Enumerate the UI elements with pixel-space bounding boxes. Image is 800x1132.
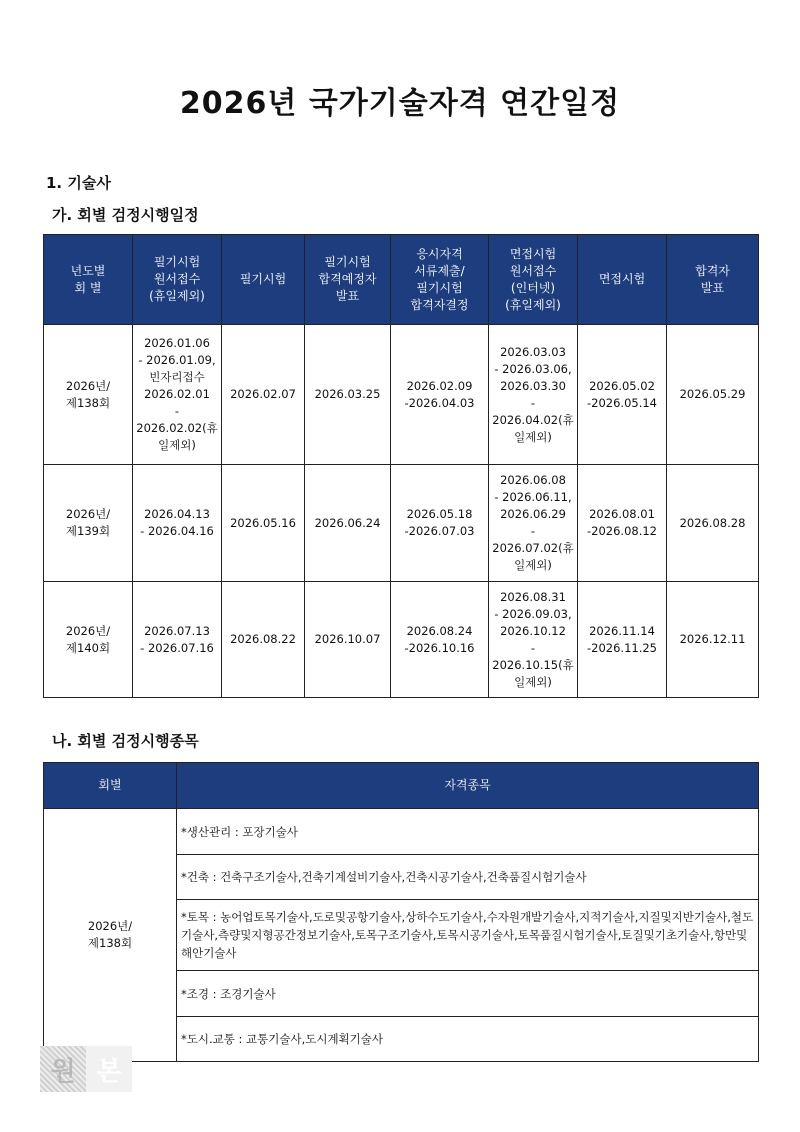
cell-written-application: 2026.07.13 - 2026.07.16 (133, 582, 222, 698)
cell-round: 2026년/ 제139회 (44, 465, 133, 582)
list-item: *건축 : 건축구조기술사,건축기계설비기술사,건축시공기술사,건축품질시험기술사 (177, 855, 759, 900)
cell-written-result: 2026.10.07 (305, 582, 391, 698)
cell-written-exam: 2026.08.22 (222, 582, 305, 698)
cell-final-result: 2026.05.29 (667, 325, 759, 465)
exam-items-table (43, 762, 759, 1062)
cell-interview-exam: 2026.05.02 -2026.05.14 (578, 325, 667, 465)
cell-document-submission: 2026.02.09 -2026.04.03 (391, 325, 489, 465)
cell-document-submission: 2026.05.18 -2026.07.03 (391, 465, 489, 582)
cell-document-submission: 2026.08.24 -2026.10.16 (391, 582, 489, 698)
header-round: 년도별 회 별 (44, 235, 133, 325)
cell-interview-application: 2026.03.03 - 2026.03.06, 2026.03.30 - 2026.04.02(휴 일제외) (489, 325, 578, 465)
header-interview-application: 면접시험 원서접수 (인터넷) (휴일제외) (489, 235, 578, 325)
list-item: *도시.교통 : 교통기술사,도시계획기술사 (177, 1017, 759, 1062)
schedule-header-row (44, 235, 759, 325)
header-written-result: 필기시험 합격예정자 발표 (305, 235, 391, 325)
cell-round: 2026년/ 제138회 (44, 809, 177, 1062)
cell-round: 2026년/ 제140회 (44, 582, 133, 698)
cell-written-application: 2026.01.06 - 2026.01.09, 빈자리접수 2026.02.01 - 2026.02.02(휴 일제외) (133, 325, 222, 465)
header-round: 회별 (44, 763, 177, 809)
table-row (44, 809, 759, 855)
cell-written-application: 2026.04.13 - 2026.04.16 (133, 465, 222, 582)
cell-written-exam: 2026.02.07 (222, 325, 305, 465)
cell-round: 2026년/ 제138회 (44, 325, 133, 465)
cell-final-result: 2026.08.28 (667, 465, 759, 582)
header-written-exam: 필기시험 (222, 235, 305, 325)
table-row (44, 582, 759, 698)
header-interview-exam: 면접시험 (578, 235, 667, 325)
schedule-table (43, 234, 759, 698)
header-qualification-items: 자격종목 (177, 763, 759, 809)
subsection-heading-items: 나. 회별 검정시행종목 (52, 732, 199, 750)
cell-interview-exam: 2026.08.01 -2026.08.12 (578, 465, 667, 582)
cell-written-exam: 2026.05.16 (222, 465, 305, 582)
section-heading: 1. 기술사 (46, 174, 111, 192)
list-item: *토목 : 농어업토목기술사,도로및공항기술사,상하수도기술사,수자원개발기술사,지적기술사,지질및지반기술사,철도기술사,측량및지형공간정보기술사,토목구조기술사,토목시공기술사,토목품질시험기술사,토질및기초기술사,항만및해안기술사 (177, 900, 759, 971)
header-written-application: 필기시험 원서접수 (휴일제외) (133, 235, 222, 325)
header-document-submission: 응시자격 서류제출/ 필기시험 합격자결정 (391, 235, 489, 325)
watermark-stamp (40, 1046, 132, 1092)
cell-written-result: 2026.03.25 (305, 325, 391, 465)
cell-final-result: 2026.12.11 (667, 582, 759, 698)
subsection-heading-schedule: 가. 회별 검정시행일정 (52, 206, 199, 224)
items-header-row (44, 763, 759, 809)
table-row (44, 465, 759, 582)
list-item: *생산관리 : 포장기술사 (177, 809, 759, 855)
page-title: 2026년 국가기술자격 연간일정 (179, 86, 621, 121)
cell-interview-exam: 2026.11.14 -2026.11.25 (578, 582, 667, 698)
watermark-right: 본 (86, 1046, 132, 1092)
watermark-left: 원 (40, 1046, 86, 1092)
list-item: *조경 : 조경기술사 (177, 971, 759, 1017)
table-row (44, 325, 759, 465)
cell-written-result: 2026.06.24 (305, 465, 391, 582)
cell-interview-application: 2026.08.31 - 2026.09.03, 2026.10.12 - 2026.10.15(휴 일제외) (489, 582, 578, 698)
header-final-result: 합격자 발표 (667, 235, 759, 325)
cell-interview-application: 2026.06.08 - 2026.06.11, 2026.06.29 - 2026.07.02(휴 일제외) (489, 465, 578, 582)
